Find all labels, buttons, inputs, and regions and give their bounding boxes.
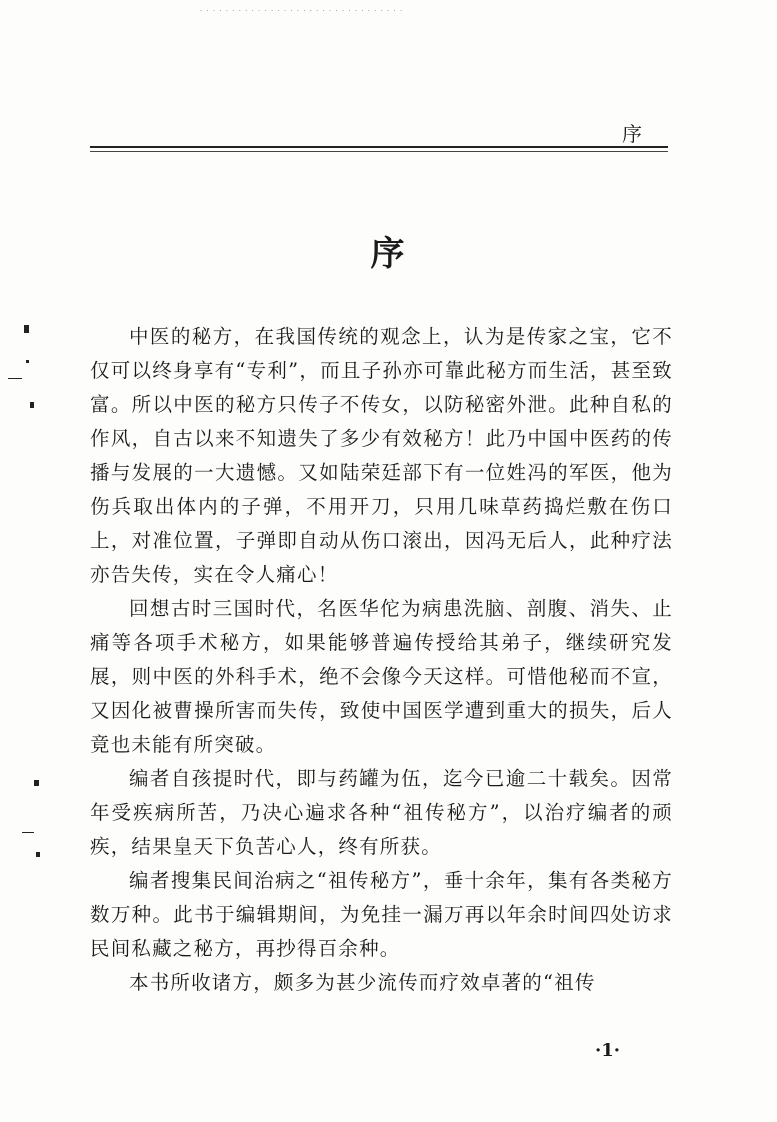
paragraph-1: 中医的秘方，在我国传统的观念上，认为是传家之宝，它不仅可以终身享有“专利”，而且子孙亦可靠此秘方而生活，甚至致富。所以中医的秘方只传子不传女，以防秘密外泄。此种自私的作风，自古以来不知遗失了多少有效秘方！此乃中国中医药的传播与发展的一大遗憾。又如陆荣廷部下有一位姓冯的军医，他为伤兵取出体内的子弹，不用开刀，只用几味草药捣烂敷在伤口上，对准位置，子弹即自动从伤口滚出，因冯无后人，此种疗法亦告失传，实在令人痛心！: [90, 325, 673, 586]
paragraph-4: 编者搜集民间治病之“祖传秘方”，垂十余年，集有各类秘方数万种。此书于编辑期间，为免挂一漏万再以年余时间四处访求民间私藏之秘方，再抄得百余种。: [90, 869, 673, 960]
scan-mark: [24, 325, 29, 333]
scan-mark: [22, 832, 34, 833]
scan-mark: [30, 402, 34, 408]
header-rule: [90, 146, 668, 148]
paragraph-2: 回想古时三国时代，名医华佗为病患洗脑、剖腹、消失、止痛等各项手术秘方，如果能够普遍传授给其弟子，继续研究发展，则中医的外科手术，绝不会像今天这样。可惜他秘而不宣，又因化被曹操所害而失传，致使中国医学遭到重大的损失，后人竟也未能有所突破。: [90, 597, 673, 756]
page-title: 序: [370, 234, 407, 274]
scan-mark: [34, 780, 39, 786]
scan-mark: [26, 360, 29, 363]
paragraph-5: 本书所收诸方，颇多为甚少流传而疗效卓著的“祖传: [129, 971, 596, 994]
scan-artifact-strip: · · · · · · · · · · · · · · · · · · · · · · · · · · · · · · · ·: [200, 7, 404, 15]
scan-mark: [8, 378, 22, 379]
body-text: [90, 320, 673, 1000]
paragraph-3: 编者自孩提时代，即与药罐为伍，迄今已逾二十载矣。因常年受疾病所苦，乃决心遍求各种“祖传秘方”，以治疗编者的顽疾，结果皇天下负苦心人，终有所获。: [90, 767, 673, 858]
page-number: ·1·: [595, 1040, 621, 1061]
header-rule-thin: [90, 151, 668, 152]
running-head: 序: [622, 122, 642, 146]
scan-mark: [36, 852, 40, 857]
